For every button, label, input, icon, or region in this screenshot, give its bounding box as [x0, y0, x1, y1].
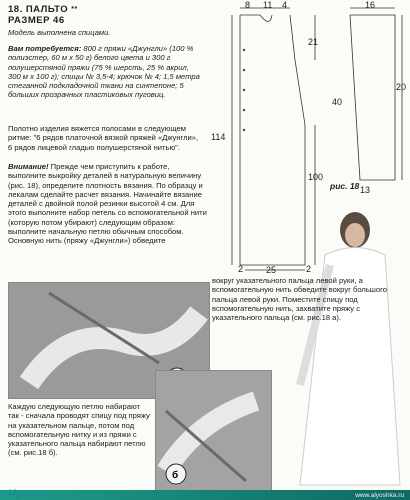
dim-sleeve-side: 20 — [396, 82, 407, 92]
materials-text: 800 г пряжи «Джунгли» (100 % полиэстер, 60 м х 50 г) белого цвета и 300 г полушерстяной пряжи (75 % шерсть, 25 % акрил, 300 м х 100 г); спицы № 3,5-4; крючок № 4; 1,5 метра стеганной подкладочной ткани на синтепоне; 5 больших прозрачных пластиковых пуговиц. — [8, 44, 200, 100]
footer-bar — [0, 490, 410, 500]
attention-block — [8, 162, 208, 246]
materials-block — [8, 44, 203, 100]
attention-text: Прежде чем приступить к работе, выполните выкройку деталей в натуральную величину (рис. 18), определите плотность вязания. По образцу и лекалам сделайте расчет вязания. Начинайте вязание деталей с двойной полой резинки высотой 4 см. Для этого выполните набор петель со вспомогательной нити (которую потом убирают) следующим образом: выполните начальную петлю обычным способом. Основную нить (пряжу «Джунгли») обведите — [8, 162, 207, 246]
dim-bottom-3: 2 — [306, 264, 312, 274]
attention-label: Внимание! — [8, 162, 49, 171]
dim-sleeve-top: 16 — [365, 0, 376, 10]
caption-text: Каждую следующую петлю набирают так - сначала проводят спицу под пряжу на указательном пальце, потом под вспомогательную нитку и из пряжи с указательного пальца набирают петлю (см. рис.18 б). — [8, 402, 150, 458]
dim-h-114: 114 — [211, 132, 226, 142]
difficulty-stars: ** — [71, 6, 78, 13]
dim-top-3: 4 — [282, 0, 288, 10]
coat-model-photo — [270, 195, 410, 490]
figure-label: рис. 18 — [330, 181, 360, 191]
dim-top-1: 8 — [245, 0, 251, 10]
intro-text: Модель выполнена спицами. — [8, 28, 111, 37]
dim-sleeve-40: 40 — [332, 97, 343, 107]
dim-bottom-1: 2 — [238, 264, 244, 274]
pattern-title: 18. ПАЛЬТО ** РАЗМЕР 46 — [8, 4, 78, 26]
photo-b — [155, 370, 272, 492]
photo-b-label: б — [172, 470, 179, 481]
pattern-description: Полотно изделия вяжется полосами в следующем ритме: "6 рядов платочной вязкой пряжей «Джунгли», 6 рядов лицевой гладью полушерстяной нитью". — [8, 124, 199, 152]
dim-sleeve-13: 13 — [360, 185, 371, 195]
continuation-text: вокруг указательного пальца левой руки, а вспомогательную нить обведите вокруг большого пальца левой руки. Поместите спицу под вспомогательную нить, захватите пряжу с указательного пальца (см. рис.18 а). — [212, 276, 387, 323]
dim-bottom-2: 25 — [266, 265, 277, 275]
brand-text: Ирина — [8, 488, 43, 500]
dim-h-100: 100 — [308, 172, 324, 182]
materials-label: Вам потребуется: — [8, 44, 82, 53]
site-text: www.alyoshka.ru — [355, 492, 404, 499]
dim-top-2: 11 — [263, 0, 273, 10]
dim-h-21: 21 — [308, 37, 319, 47]
